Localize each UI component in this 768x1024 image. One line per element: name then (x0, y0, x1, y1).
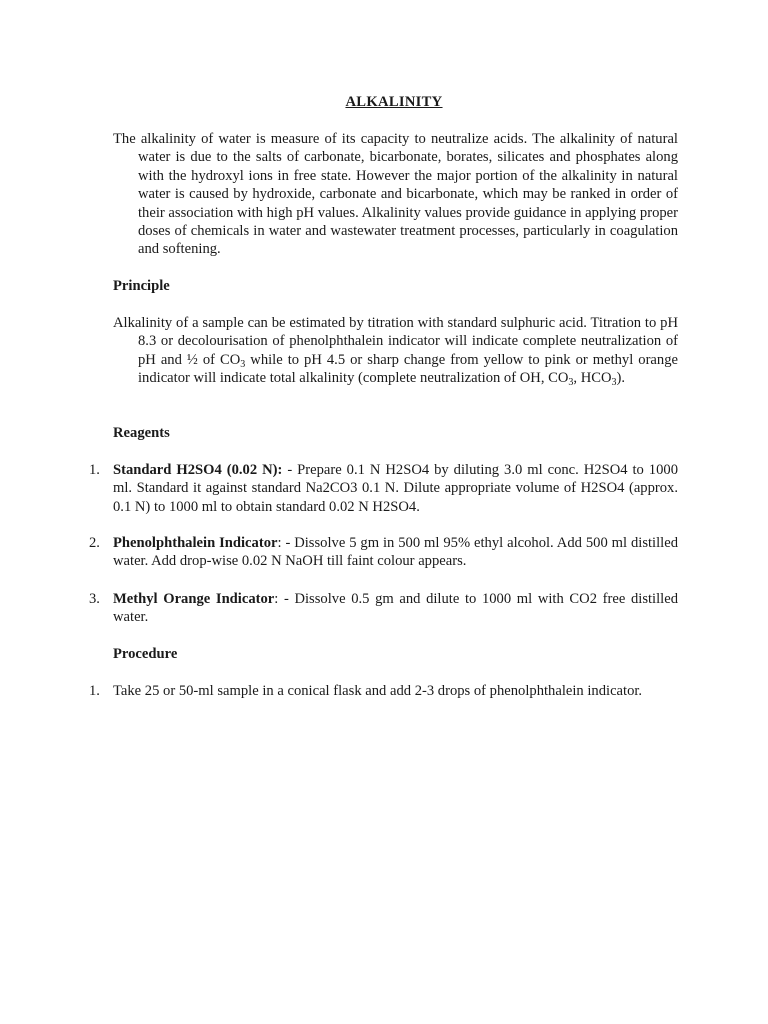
principle-sub-3: 3 (611, 377, 617, 389)
principle-paragraph (113, 314, 678, 388)
reagent-description: : - Dissolve 0.5 gm and dilute to 1000 ml with CO2 free distilled water. (113, 591, 678, 626)
procedure-item (89, 682, 678, 700)
principle-text-4: ). (616, 370, 626, 387)
reagent-description: - Prepare 0.1 N H2SO4 by diluting 3.0 ml conc. H2SO4 to 1000 ml. Standard it against standard Na2CO3 0.1 N. Dilute appropriate volume of H2SO4 (approx. 0.1 N) to 1000 ml to obtain standard 0.02 N H2SO4. (113, 462, 678, 515)
reagent-description: : - Dissolve 5 gm in 500 ml 95% ethyl alcohol. Add 500 ml distilled water. Add drop-wise 0.02 N NaOH till faint colour appears. (113, 535, 678, 570)
reagent-name: Phenolphthalein Indicator (113, 535, 278, 551)
principle-text-2: while to pH 4.5 or sharp change from yellow to pink or methyl orange indicator will indicate total alkalinity (complete neutralization of OH, CO (138, 351, 678, 387)
procedure-heading: Procedure (113, 646, 178, 662)
reagent-item (89, 461, 678, 516)
reagent-name: Standard H2SO4 (0.02 N): (113, 462, 283, 478)
principle-text-3: , HCO (573, 370, 612, 387)
principle-sub-1: 3 (240, 358, 246, 370)
list-number: 2. (89, 535, 100, 551)
list-number: 1. (89, 683, 100, 699)
reagent-name: Methyl Orange Indicator (113, 591, 275, 607)
principle-sub-2: 3 (568, 377, 574, 389)
list-number: 1. (89, 462, 100, 478)
reagents-heading: Reagents (113, 425, 170, 441)
list-number: 3. (89, 591, 100, 607)
procedure-step-text: Take 25 or 50-ml sample in a conical flask and add 2-3 drops of phenolphthalein indicator. (113, 683, 643, 699)
principle-heading: Principle (113, 278, 170, 294)
reagent-item (89, 590, 678, 627)
reagent-item (89, 534, 678, 571)
reagent-text (113, 534, 678, 571)
reagent-text (113, 461, 678, 516)
reagent-text (113, 590, 678, 627)
principle-text-1: Alkalinity of a sample can be estimated by titration with standard sulphuric acid. Titration to pH 8.3 or decolourisation of phenolphthalein indicator will indicate complete neutralization of pH and ½ of CO (113, 315, 678, 368)
intro-paragraph: The alkalinity of water is measure of its capacity to neutralize acids. The alkalinity of natural water is due to the salts of carbonate, bicarbonate, borates, silicates and phosphates along with the hydroxyl ions in free state. However the major portion of the alkalinity in natural water is caused by hydroxide, carbonate and bicarbonate, which may be ranked in order of their association with high pH values. Alkalinity values provide guidance in applying proper doses of chemicals in water and wastewater treatment processes, particularly in coagulation and softening. (113, 131, 678, 258)
page-title: ALKALINITY (345, 94, 443, 110)
